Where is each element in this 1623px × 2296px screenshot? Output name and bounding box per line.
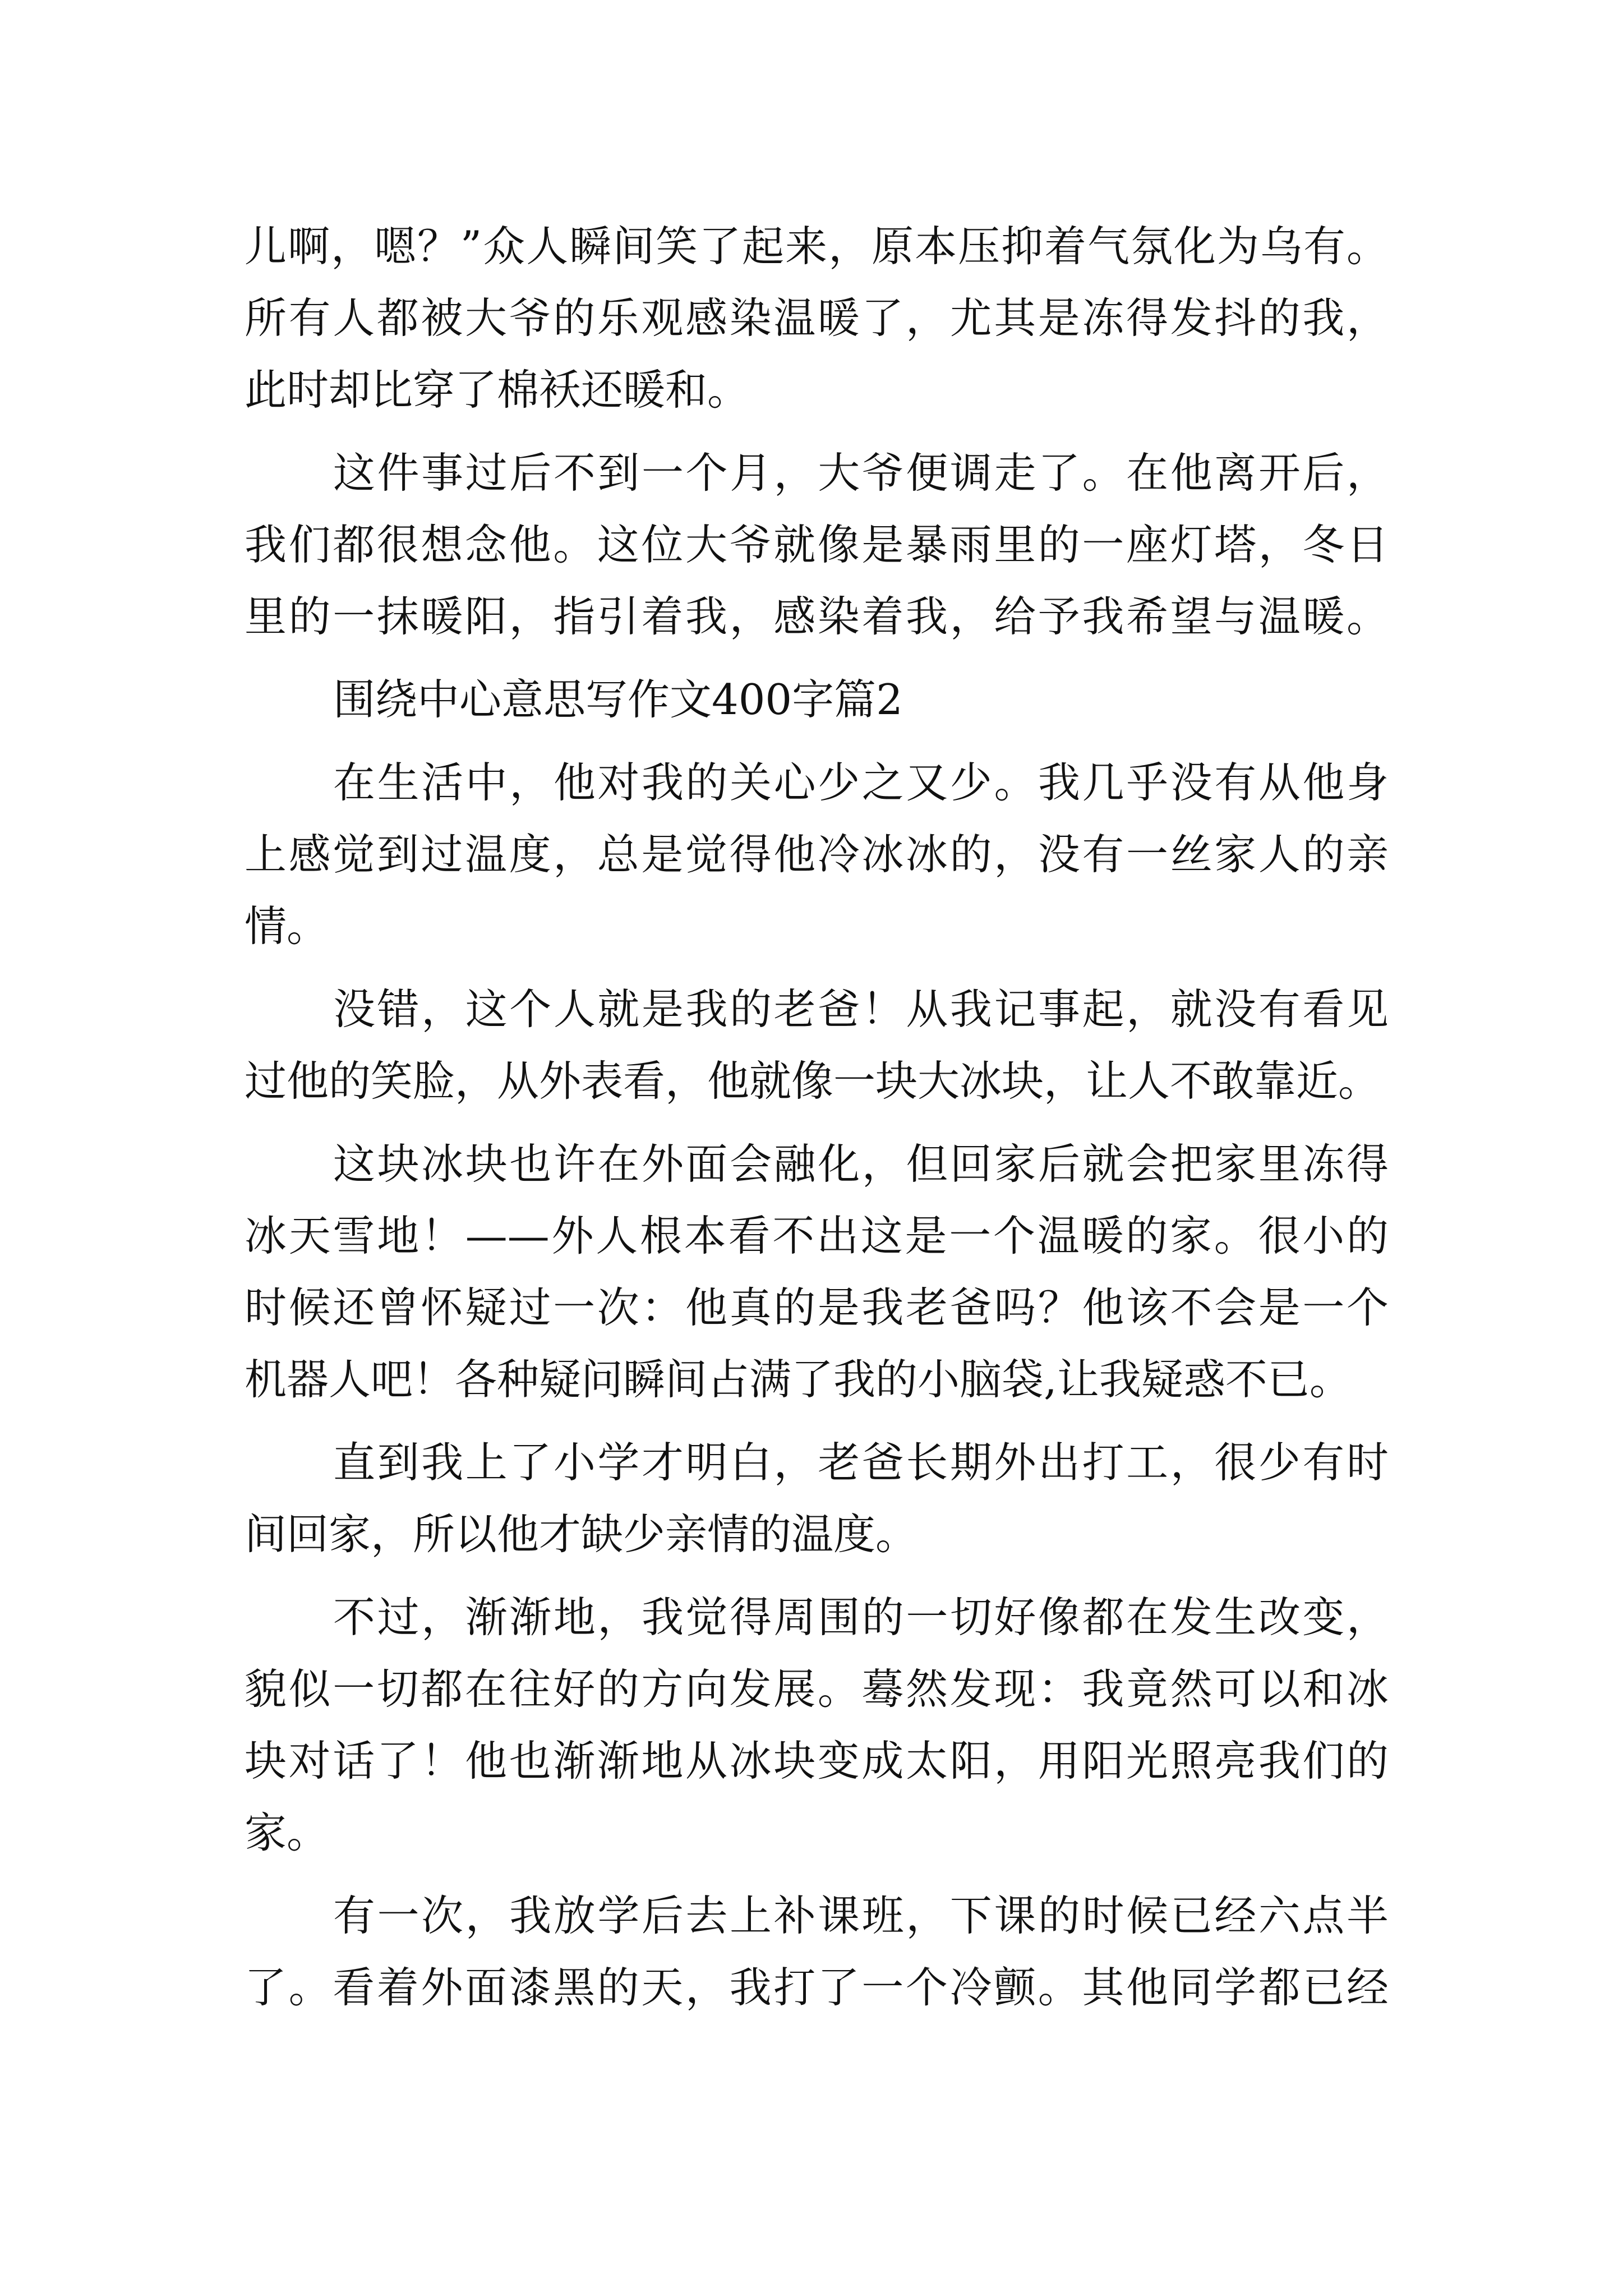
- text-line: 家。: [245, 1808, 329, 1857]
- text-line: 貌似一切都在往好的方向发展。蓦然发现：我竟然可以和冰: [245, 1664, 1389, 1714]
- text-line: 块对话了！他也渐渐地从冰块变成太阳，用阳光照亮我们的: [245, 1736, 1389, 1786]
- paragraph: [245, 1427, 1389, 1570]
- text-line: 不过，渐渐地，我觉得周围的一切好像都在发生改变，: [333, 1593, 1389, 1642]
- paragraph-continued: [245, 210, 1389, 426]
- section-heading-block: [245, 664, 1389, 735]
- section-heading: 围绕中心意思写作文400字篇2: [333, 675, 903, 724]
- text-line: 我们都很想念他。这位大爷就像是暴雨里的一座灯塔，冬日: [245, 520, 1389, 569]
- text-line: 所有人都被大爷的乐观感染温暖了，尤其是冻得发抖的我，: [245, 293, 1389, 343]
- text-line: 有一次，我放学后去上补课班，下课的时候已经六点半: [333, 1891, 1389, 1940]
- paragraph: [245, 973, 1389, 1117]
- text-line: 情。: [245, 901, 329, 951]
- text-line: 机器人吧！各种疑问瞬间占满了我的小脑袋,让我疑惑不已。: [245, 1355, 1352, 1404]
- text-line: 上感觉到过温度，总是觉得他冷冰冰的，没有一丝家人的亲: [245, 830, 1389, 879]
- text-line: 里的一抹暖阳，指引着我，感染着我，给予我希望与温暖。: [245, 592, 1389, 641]
- paragraph: [245, 437, 1389, 652]
- paragraph: [245, 1128, 1389, 1415]
- text-line: 这件事过后不到一个月，大爷便调走了。在他离开后，: [333, 448, 1389, 498]
- document-body: [245, 210, 1389, 2023]
- paragraph: [245, 1581, 1389, 1869]
- text-line: 儿啊，嗯？”众人瞬间笑了起来，原本压抑着气氛化为乌有。: [245, 222, 1389, 271]
- text-line: 没错，这个人就是我的老爸！从我记事起，就没有看见: [333, 984, 1389, 1034]
- text-line: 间回家，所以他才缺少亲情的温度。: [245, 1510, 918, 1559]
- text-line: 了。看着外面漆黑的天，我打了一个冷颤。其他同学都已经: [245, 1963, 1389, 2012]
- text-line: 此时却比穿了棉袄还暖和。: [245, 365, 750, 415]
- text-line: 冰天雪地！——外人根本看不出这是一个温暖的家。很小的: [245, 1211, 1389, 1260]
- text-line: 在生活中，他对我的关心少之又少。我几乎没有从他身: [333, 758, 1389, 807]
- text-line: 这块冰块也许在外面会融化，但回家后就会把家里冻得: [333, 1139, 1389, 1189]
- paragraph: [245, 747, 1389, 962]
- text-line: 直到我上了小学才明白，老爸长期外出打工，很少有时: [333, 1438, 1389, 1487]
- paragraph: [245, 1880, 1389, 2023]
- text-line: 时候还曾怀疑过一次：他真的是我老爸吗？他该不会是一个: [245, 1283, 1389, 1332]
- text-line: 过他的笑脸，从外表看，他就像一块大冰块，让人不敢靠近。: [245, 1056, 1381, 1106]
